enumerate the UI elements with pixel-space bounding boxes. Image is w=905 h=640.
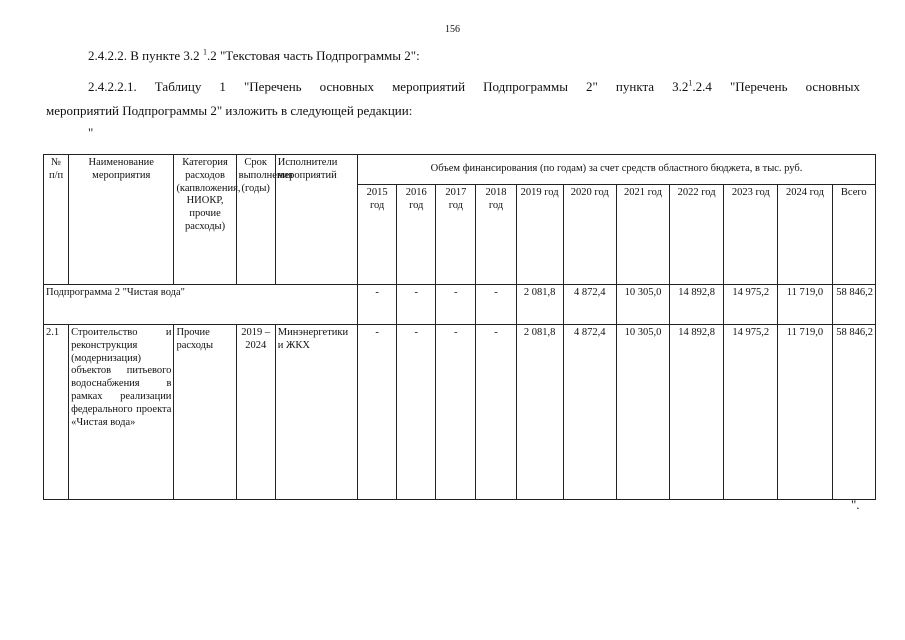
table-cell: 14 975,2 xyxy=(724,325,778,500)
header-year: 2017 год xyxy=(436,185,476,285)
header-year: 2024 год xyxy=(778,185,832,285)
header-year: 2020 год xyxy=(563,185,616,285)
table-row-subprogram xyxy=(44,285,876,325)
table-cell: 10 305,0 xyxy=(616,325,669,500)
header-executors: Исполнители мероприятий xyxy=(275,155,357,285)
main-activities-table xyxy=(43,154,876,500)
table-cell: 14 975,2 xyxy=(724,285,778,325)
header-year: 2023 год xyxy=(724,185,778,285)
table-cell: - xyxy=(476,285,516,325)
header-total: Всего xyxy=(832,185,875,285)
page-number: 156 xyxy=(445,24,460,35)
table-cell: - xyxy=(358,285,397,325)
table-cell: - xyxy=(397,285,436,325)
header-year: 2019 год xyxy=(516,185,563,285)
header-year: 2018 год xyxy=(476,185,516,285)
header-year: 2016 год xyxy=(397,185,436,285)
table-cell: 11 719,0 xyxy=(778,325,832,500)
closing-quote: ". xyxy=(851,497,860,512)
table-cell: 11 719,0 xyxy=(778,285,832,325)
paragraph-2-4-2-2 xyxy=(88,48,420,64)
header-name: Наименование мероприятия xyxy=(69,155,174,285)
table-cell: - xyxy=(358,325,397,500)
item-num: 2.1 xyxy=(44,325,69,500)
table-cell-total: 58 846,2 xyxy=(832,325,875,500)
paragraph-2-4-2-2-1 xyxy=(88,79,860,95)
item-name: Строительство и реконструкция (модернизация) объектов питьевого водоснабжения в рамках реализации федерального проекта «Чистая вода» xyxy=(69,325,174,500)
table-cell: - xyxy=(476,325,516,500)
header-year: 2021 год xyxy=(616,185,669,285)
table-cell: 2 081,8 xyxy=(516,325,563,500)
table-cell: - xyxy=(436,285,476,325)
table-cell: 4 872,4 xyxy=(563,285,616,325)
header-category: Категория расходов (капвложения, НИОКР, прочие расходы) xyxy=(174,155,236,285)
item-term: 2019 – 2024 xyxy=(236,325,275,500)
paragraph-continuation: мероприятий Подпрограммы 2" изложить в следующей редакции: xyxy=(46,103,413,118)
table-cell-total: 58 846,2 xyxy=(832,285,875,325)
table-header-row xyxy=(44,155,876,185)
header-year: 2015 год xyxy=(358,185,397,285)
header-funding: Объем финансирования (по годам) за счет средств областного бюджета, в тыс. руб. xyxy=(358,155,876,185)
para1-text-end: .2 "Текстовая часть Подпрограммы 2": xyxy=(206,48,420,63)
table-cell: 2 081,8 xyxy=(516,285,563,325)
table-cell: - xyxy=(436,325,476,500)
table-cell: 14 892,8 xyxy=(670,325,724,500)
para2-text-end: .2.4 "Перечень основных xyxy=(692,79,860,94)
header-term: Срок выполнения (годы) xyxy=(236,155,275,285)
para2-superscript: 1 xyxy=(688,78,693,88)
opening-quote: " xyxy=(88,125,94,140)
item-category: Прочие расходы xyxy=(174,325,236,500)
table-cell: 4 872,4 xyxy=(563,325,616,500)
subprogram-label: Подпрограмма 2 "Чистая вода" xyxy=(44,285,358,325)
table-cell: 14 892,8 xyxy=(670,285,724,325)
table-row-item xyxy=(44,325,876,500)
header-year: 2022 год xyxy=(670,185,724,285)
item-executor: Минэнергетики и ЖКХ xyxy=(275,325,357,500)
para1-text: 2.4.2.2. В пункте 3.2 xyxy=(88,48,203,63)
header-num: № п/п xyxy=(44,155,69,285)
table-cell: 10 305,0 xyxy=(616,285,669,325)
para2-text: 2.4.2.2.1. Таблицу 1 "Перечень основных мероприятий Подпрограммы 2" пункта 3.2 xyxy=(88,79,689,94)
table-cell: - xyxy=(397,325,436,500)
para1-superscript: 1 xyxy=(202,47,207,57)
